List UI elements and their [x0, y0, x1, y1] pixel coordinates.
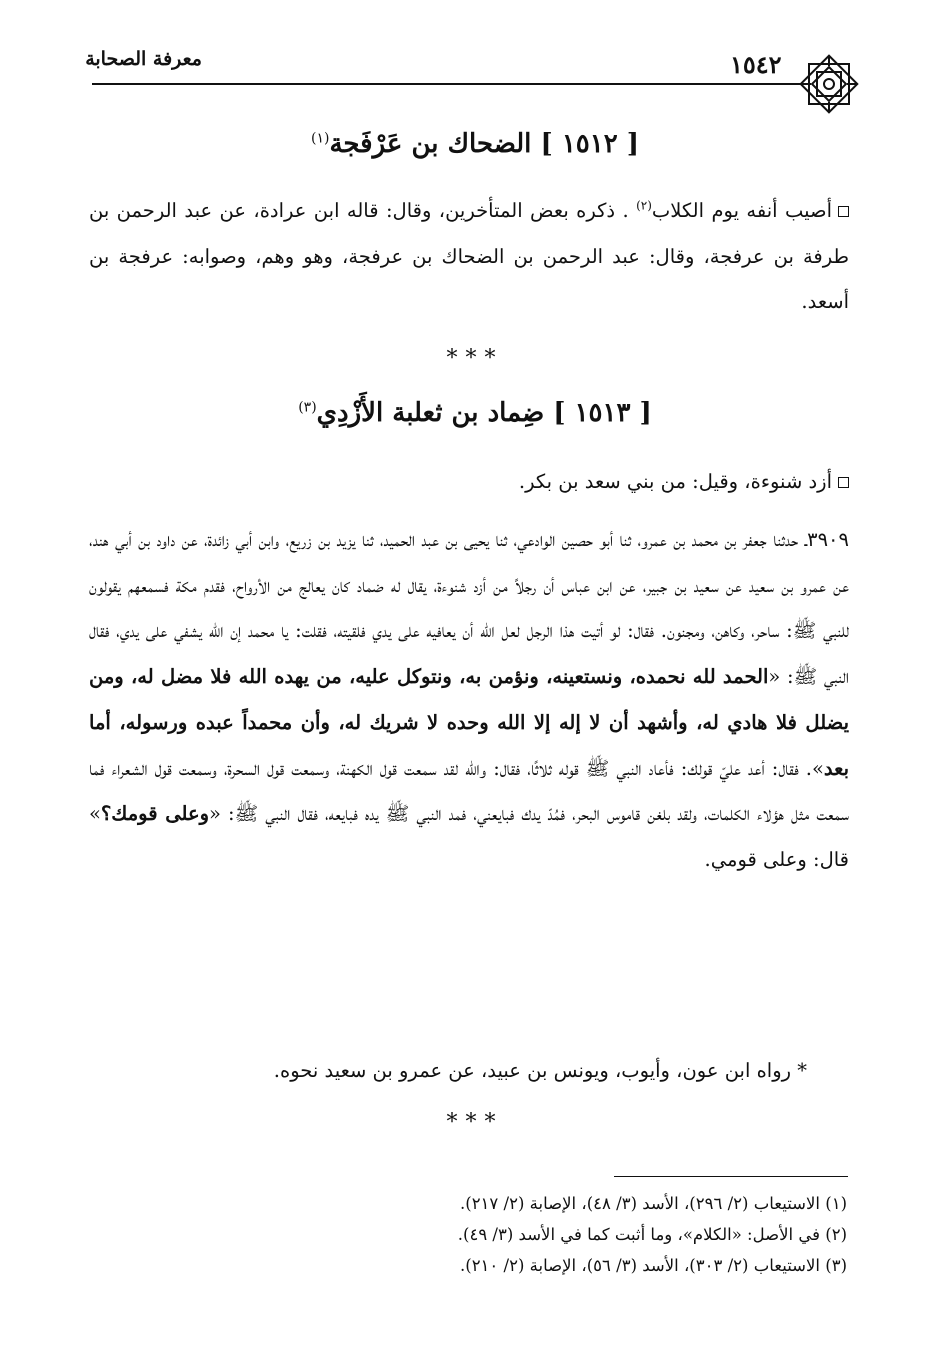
footnote-item: (١) الاستيعاب (٢/ ٢٩٦)، الأسد (٣/ ٤٨)، الإصابة (٢/ ٢١٧).: [460, 1194, 847, 1213]
entry-1513-intro: أزد شنوءة، وقيل: من بني سعد بن بكر.: [89, 459, 849, 505]
narration-note: * رواه ابن عون، وأيوب، ويونس بن عبيد، عن عمرو بن سعيد نحوه.: [273, 1059, 807, 1082]
hadith-paragraph: ٣٩٠٩ـ حدثنا جعفر بن محمد بن عمرو، ثنا أبو حصين الوادعي، ثنا يحيى بن عبد الحميد، ثنا يزيد بن زريع، وابن أبي زائدة، عن داود بن أبي هند، عن عمرو بن سعيد عن سعيد بن جبير، عن ابن عباس أن رجلاً من أزد شنوءة، يقال له ضماد كان يعالج من الأرواح، فقدم مكة فسمعهم يقولون للنبي ﷺ: ساحر، وكاهن، ومجنون. فقال: لو أتيت هذا الرجل لعل الله أن يعافيه على يدي فلقيته، فقلت: يا محمد إن الله يشفي على يدي، فقال النبي ﷺ: «الحمد لله نحمده، ونستعينه، ونؤمن به، ونتوكل عليه، من يهده الله فلا مضل له، ومن يضلل فلا هادي له، وأشهد أن لا إله إلا الله وحده لا شريك له، وأن محمداً عبده ورسوله، أما بعد». فقال: أعد عليّ قولك: فأعاد النبي ﷺ قوله ثلاثًا، فقال: والله لقد سمعت قول الكهنة، وسمعت قول السحرة، وسمعت قول الشعراء فما سمعت مثل هؤلاء الكلمات، ولقد بلغن قاموس البحر، فمُدّ يدك فبايعني، فمد النبي ﷺ يده فبايعه، فقال النبي ﷺ: «وعلى قومك؟» قال: وعلى قومي.: [89, 528, 849, 871]
octagram-ornament-icon: [797, 52, 861, 116]
entry-1512-paragraph: أصيب أنفه يوم الكلاب$^{(٢)}$ . ذكره بعض المتأخرين، وقال: قاله ابن عرادة، عن عبد الرحمن بن طرفة بن عرفجة، وقال: عبد الرحمن بن الضحاك بن عرفجة، وهو وهم، وصوابه: عرفجة بن أسعد.: [89, 198, 849, 314]
page-number: ١٥٤٢: [730, 50, 782, 79]
entry-heading-text: [ ١٥١٣ ] ضِماد بن ثعلبة الأَزْدِي: [316, 398, 652, 428]
section-separator: ***: [446, 1110, 504, 1135]
running-header-title: معرفة الصحابة: [85, 48, 202, 70]
footnote-marker: (٣): [298, 399, 317, 416]
header-rule: [92, 83, 804, 85]
footnote-rule: [614, 1176, 848, 1177]
square-bullet-icon: [838, 477, 849, 488]
footnotes: [87, 1188, 847, 1281]
footnote-item: (٢) في الأصل: «الكلام»، وما أثبت كما في الأسد (٣/ ٤٩).: [457, 1225, 847, 1244]
entry-heading-1513: [100, 398, 850, 428]
square-bullet-icon: [838, 206, 849, 217]
prophetic-quote: وعلى قومك؟: [100, 802, 209, 826]
footnote-item: (٣) الاستيعاب (٢/ ٣٠٣)، الأسد (٣/ ٥٦)، الإصابة (٢/ ٢١٠).: [460, 1256, 847, 1275]
section-separator: ***: [446, 346, 504, 371]
footnote-marker: (٢): [636, 198, 652, 213]
entry-heading-1512: [100, 129, 850, 159]
prophetic-quote: الحمد لله نحمده، ونستعينه، ونؤمن به، ونتوكل عليه، من يهده الله فلا مضل له، ومن يضلل فلا هادي له، وأشهد أن لا إله إلا الله وحده لا شريك له، وأن محمداً عبده ورسوله، أما بعد: [89, 665, 849, 780]
footnote-marker: (١): [310, 130, 330, 147]
entry-heading-text: [ ١٥١٢ ] الضحاك بن عَرْفَجة: [329, 129, 640, 159]
